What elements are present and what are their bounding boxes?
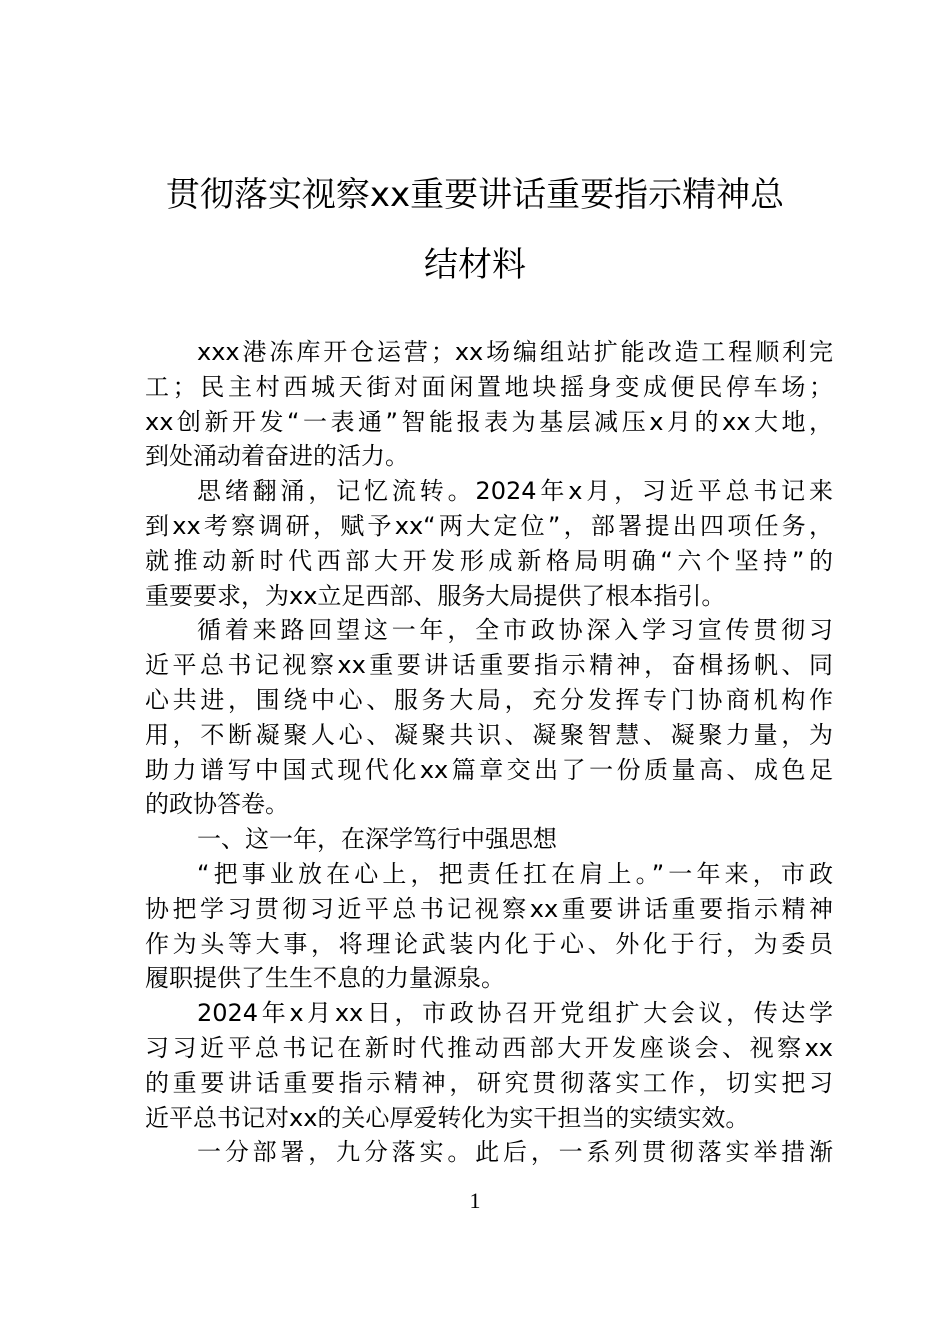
text-line: 循着来路回望这一年，全市政协深入学习宣传贯彻习: [197, 616, 833, 645]
text-line: 到处涌动着奋进的活力。: [145, 442, 409, 471]
text-line: 心共进，围绕中心、服务大局，充分发挥专门协商机构作: [145, 685, 833, 714]
paragraph: [145, 613, 833, 822]
text-line: 用，不断凝聚人心、凝聚共识、凝聚智慧、凝聚力量，为: [145, 720, 833, 749]
page-number: 1: [469, 1188, 481, 1213]
document-body: [145, 335, 833, 1170]
text-line: xxx港冻库开仓运营；xx场编组站扩能改造工程顺利完: [197, 338, 833, 366]
text-line: 近平总书记对xx的关心厚爱转化为实干担当的实绩实效。: [145, 1103, 750, 1132]
text-line: 就推动新时代西部大开发形成新格局明确“六个坚持”的: [145, 546, 833, 575]
text-line: 习习近平总书记在新时代推动西部大开发座谈会、视察xx: [145, 1033, 833, 1062]
text-line: 协把学习贯彻习近平总书记视察xx重要讲话重要指示精神: [145, 894, 833, 923]
text-line: 近平总书记视察xx重要讲话重要指示精神，奋楫扬帆、同: [145, 651, 833, 680]
text-line: 的政协答卷。: [145, 790, 289, 819]
paragraph: [145, 335, 833, 474]
text-line: 思绪翻涌，记忆流转。2024年x月，习近平总书记来: [197, 477, 833, 506]
text-line: “把事业放在心上，把责任扛在肩上。”一年来，市政: [197, 859, 833, 888]
paragraph: [145, 996, 833, 1135]
section-heading: [145, 822, 833, 857]
paragraph: [145, 1135, 833, 1170]
text-line: 一分部署，九分落实。此后，一系列贯彻落实举措渐: [197, 1138, 833, 1167]
text-line: 作为头等大事，将理论武装内化于心、外化于行，为委员: [145, 929, 833, 958]
paragraph: [145, 474, 833, 613]
text-line: 到xx考察调研，赋予xx“两大定位”，部署提出四项任务，: [145, 511, 833, 540]
paragraph: [145, 857, 833, 996]
text-line: 2024年x月xx日，市政协召开党组扩大会议，传达学: [197, 999, 833, 1028]
text-line: xx创新开发“一表通”智能报表为基层减压x月的xx大地，: [145, 407, 833, 436]
document-title-line-1: 贯彻落实视察xx重要讲话重要指示精神总: [165, 175, 785, 215]
text-line: 履职提供了生生不息的力量源泉。: [145, 964, 505, 993]
text-line: 助力谱写中国式现代化xx篇章交出了一份质量高、成色足: [145, 755, 833, 784]
text-line: 重要要求，为xx立足西部、服务大局提供了根本指引。: [145, 581, 726, 610]
text-line: 的重要讲话重要指示精神，研究贯彻落实工作，切实把习: [145, 1068, 833, 1097]
text-line: 一、这一年，在深学笃行中强思想: [197, 825, 557, 854]
document-title-line-2: 结材料: [424, 245, 526, 285]
text-line: 工；民主村西城天街对面闲置地块摇身变成便民停车场；: [145, 372, 833, 401]
